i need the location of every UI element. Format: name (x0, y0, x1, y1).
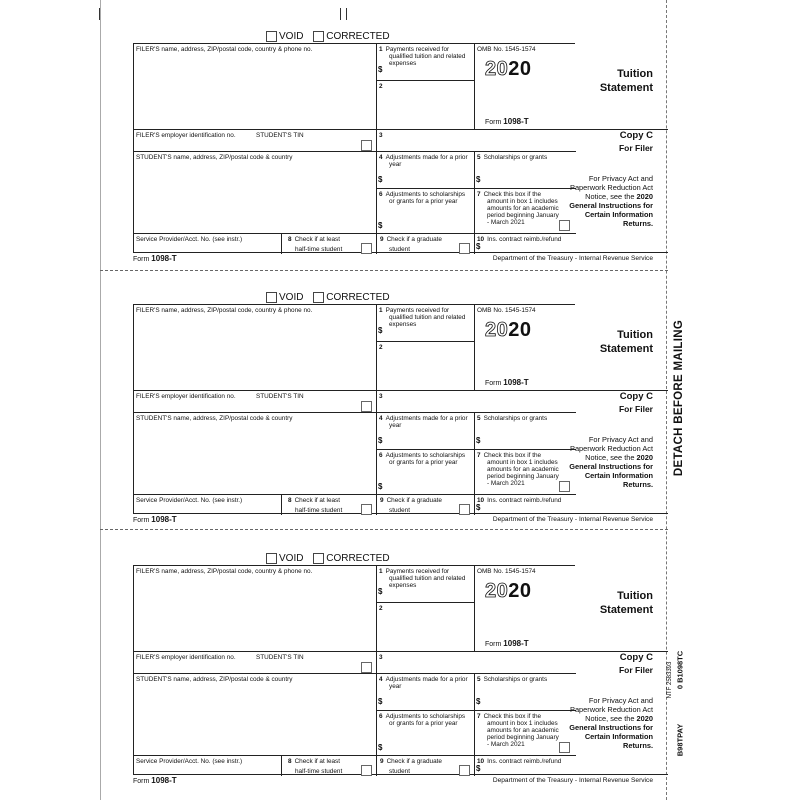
box6-number: 6 (379, 713, 383, 720)
student-tin-checkbox[interactable] (361, 140, 372, 151)
service-provider-label: Service Provider/Acct. No. (see instr.) (136, 758, 243, 765)
student-tin-checkbox[interactable] (361, 662, 372, 673)
student-name-label: STUDENT'S name, address, ZIP/postal code & country (136, 676, 293, 683)
box3-number: 3 (379, 654, 383, 661)
dollar-sign: $ (378, 326, 383, 335)
form-grid (133, 565, 575, 775)
crop-mark (99, 8, 100, 20)
box1-field[interactable] (377, 305, 475, 341)
student-tin-label: STUDENT'S TIN (256, 393, 304, 400)
box1-field[interactable] (377, 566, 475, 602)
filer-name-field[interactable] (134, 305, 377, 391)
box10-number: 10 (477, 497, 485, 504)
form-copy (0, 289, 668, 545)
box2-number: 2 (379, 344, 383, 351)
privacy-notice: For Privacy Act and Paperwork Reduction Act Notice, see the 2020 General Instructions for Certain Information Returns. (569, 435, 653, 489)
dollar-sign: $ (476, 242, 481, 251)
student-tin-label: STUDENT'S TIN (256, 132, 304, 139)
corrected-checkbox[interactable] (313, 553, 324, 564)
right-panel (569, 565, 668, 775)
box8-field[interactable] (282, 234, 377, 254)
void-label: VOID (279, 31, 304, 42)
form-title: Tuition Statement (599, 590, 653, 616)
dollar-sign: $ (476, 436, 481, 445)
box6-number: 6 (379, 191, 383, 198)
box6-label: Adjustments to scholarships or grants for a prior year (385, 452, 466, 466)
divider (575, 252, 668, 253)
box8-number: 8 (288, 497, 292, 504)
privacy-notice: For Privacy Act and Paperwork Reduction Act Notice, see the 2020 General Instructions for Certain Information Returns. (569, 174, 653, 228)
corrected-checkbox[interactable] (313, 292, 324, 303)
filer-name-label: FILER'S name, address, ZIP/postal code, country & phone no. (136, 568, 313, 575)
box1-number: 1 (379, 307, 383, 314)
box8-label-2: half-time student (295, 246, 343, 253)
dollar-sign: $ (378, 221, 383, 230)
box5-label: Scholarships or grants (483, 154, 548, 161)
form-number-small: Form 1098-T (485, 639, 529, 648)
filer-name-field[interactable] (134, 44, 377, 130)
department-label: Department of the Treasury - Internal Revenue Service (492, 777, 653, 784)
box10-label: Ins. contract reimb./refund (487, 758, 562, 765)
student-tin-field[interactable] (254, 130, 377, 152)
dollar-sign: $ (476, 697, 481, 706)
box4-label: Adjustments made for a prior year (385, 415, 468, 429)
box1-label: Payments received for qualified tuition and related expenses (385, 568, 466, 589)
department-label: Department of the Treasury - Internal Revenue Service (492, 516, 653, 523)
crop-mark (340, 8, 341, 20)
box7-label: Check this box if the amount in box 1 includes amounts for an academic period beginning January - March 2021 (483, 191, 559, 226)
filer-ein-field[interactable] (134, 391, 254, 413)
form-title: Tuition Statement (599, 329, 653, 355)
corrected-label: CORRECTED (326, 292, 390, 303)
perforation-line (100, 270, 668, 271)
box8-label: Check if at least (294, 758, 341, 765)
form-title: Tuition Statement (599, 68, 653, 94)
graduate-checkbox[interactable] (459, 765, 470, 776)
product-code: 0 B1098TC (675, 650, 685, 690)
student-name-field[interactable] (134, 152, 377, 234)
student-name-field[interactable] (134, 674, 377, 756)
box8-number: 8 (288, 236, 292, 243)
filer-name-field[interactable] (134, 566, 377, 652)
box1-label: Payments received for qualified tuition and related expenses (385, 307, 466, 328)
service-provider-field[interactable] (134, 756, 282, 776)
filer-ein-label: FILER'S employer identification no. (136, 393, 236, 400)
tax-year: 2020 (485, 58, 532, 80)
omb-year-block (475, 44, 576, 130)
dollar-sign: $ (476, 175, 481, 184)
filer-ein-field[interactable] (134, 130, 254, 152)
box3-number: 3 (379, 393, 383, 400)
box8-field[interactable] (282, 495, 377, 515)
filer-name-label: FILER'S name, address, ZIP/postal code, country & phone no. (136, 46, 313, 53)
box10-label: Ins. contract reimb./refund (487, 236, 562, 243)
graduate-checkbox[interactable] (459, 504, 470, 515)
box9-number: 9 (380, 758, 384, 765)
dollar-sign: $ (378, 482, 383, 491)
divider (575, 513, 668, 514)
box7-number: 7 (477, 713, 481, 720)
box8-label: Check if at least (294, 497, 341, 504)
box2-field[interactable] (377, 602, 475, 652)
box4-label: Adjustments made for a prior year (385, 676, 468, 690)
box5-number: 5 (477, 676, 481, 683)
service-provider-field[interactable] (134, 495, 282, 515)
box10-number: 10 (477, 236, 485, 243)
dollar-sign: $ (476, 503, 481, 512)
service-provider-label: Service Provider/Acct. No. (see instr.) (136, 236, 243, 243)
privacy-notice: For Privacy Act and Paperwork Reduction Act Notice, see the 2020 General Instructions for Certain Information Returns. (569, 696, 653, 750)
void-checkbox[interactable] (266, 553, 277, 564)
box9-field[interactable] (377, 495, 475, 515)
student-tin-checkbox[interactable] (361, 401, 372, 412)
box6-number: 6 (379, 452, 383, 459)
void-checkbox[interactable] (266, 31, 277, 42)
void-label: VOID (279, 553, 304, 564)
corrected-label: CORRECTED (326, 553, 390, 564)
box5-number: 5 (477, 415, 481, 422)
box4-number: 4 (379, 154, 383, 161)
corrected-label: CORRECTED (326, 31, 390, 42)
omb-year-block (475, 305, 576, 391)
box10-label: Ins. contract reimb./refund (487, 497, 562, 504)
box6-label: Adjustments to scholarships or grants for a prior year (385, 191, 466, 205)
box4-field[interactable] (377, 674, 475, 711)
copy-designation: Copy C For Filer (618, 652, 653, 675)
box9-label: Check if a graduate (386, 758, 442, 765)
student-tin-field[interactable] (254, 652, 377, 674)
box9-label: Check if a graduate (386, 236, 442, 243)
box10-field[interactable] (475, 495, 576, 515)
box4-label: Adjustments made for a prior year (385, 154, 468, 168)
graduate-checkbox[interactable] (459, 243, 470, 254)
box8-label-2: half-time student (295, 768, 343, 775)
box1-number: 1 (379, 568, 383, 575)
box8-label-2: half-time student (295, 507, 343, 514)
box7-label: Check this box if the amount in box 1 includes amounts for an academic period beginning January - March 2021 (483, 713, 559, 748)
box9-field[interactable] (377, 756, 475, 776)
box4-field[interactable] (377, 152, 475, 189)
box9-label-2: student (389, 507, 410, 514)
filer-ein-label: FILER'S employer identification no. (136, 132, 236, 139)
footer-form-label: Form 1098-T (133, 776, 177, 785)
box10-field[interactable] (475, 756, 576, 776)
crop-mark (346, 8, 347, 20)
detach-instruction: DETACH BEFORE MAILING (673, 319, 685, 477)
box3-field[interactable] (377, 652, 576, 674)
box9-number: 9 (380, 236, 384, 243)
filer-ein-field[interactable] (134, 652, 254, 674)
box8-number: 8 (288, 758, 292, 765)
divider (575, 774, 668, 775)
box2-number: 2 (379, 605, 383, 612)
tax-year: 2020 (485, 319, 532, 341)
box9-number: 9 (380, 497, 384, 504)
footer-form-label: Form 1098-T (133, 254, 177, 263)
footer-form-label: Form 1098-T (133, 515, 177, 524)
copy-designation: Copy C For Filer (618, 391, 653, 414)
box10-field[interactable] (475, 234, 576, 254)
box3-number: 3 (379, 132, 383, 139)
omb-number: OMB No. 1545-1574 (477, 46, 536, 53)
box9-label-2: student (389, 246, 410, 253)
omb-number: OMB No. 1545-1574 (477, 307, 536, 314)
dollar-sign: $ (378, 587, 383, 596)
box7-number: 7 (477, 452, 481, 459)
half-time-checkbox[interactable] (361, 765, 372, 776)
void-label: VOID (279, 292, 304, 303)
dollar-sign: $ (378, 697, 383, 706)
service-provider-label: Service Provider/Acct. No. (see instr.) (136, 497, 243, 504)
box7-label: Check this box if the amount in box 1 includes amounts for an academic period beginning January - March 2021 (483, 452, 559, 487)
ntf-code: NTF 2583393 (667, 661, 673, 699)
student-name-field[interactable] (134, 413, 377, 495)
box6-field[interactable] (377, 189, 475, 234)
box4-number: 4 (379, 676, 383, 683)
box5-label: Scholarships or grants (483, 415, 548, 422)
void-corrected-row (266, 31, 397, 43)
corrected-checkbox[interactable] (313, 31, 324, 42)
dollar-sign: $ (378, 436, 383, 445)
box9-label: Check if a graduate (386, 497, 442, 504)
dollar-sign: $ (378, 175, 383, 184)
filer-name-label: FILER'S name, address, ZIP/postal code, country & phone no. (136, 307, 313, 314)
box4-number: 4 (379, 415, 383, 422)
box9-field[interactable] (377, 234, 475, 254)
right-panel (569, 43, 668, 253)
void-corrected-row (266, 553, 397, 565)
box9-label-2: student (389, 768, 410, 775)
box6-field[interactable] (377, 711, 475, 756)
box1-label: Payments received for qualified tuition and related expenses (385, 46, 466, 67)
student-name-label: STUDENT'S name, address, ZIP/postal code & country (136, 154, 293, 161)
void-corrected-row (266, 292, 397, 304)
box8-field[interactable] (282, 756, 377, 776)
dollar-sign: $ (378, 65, 383, 74)
box5-label: Scholarships or grants (483, 676, 548, 683)
box5-number: 5 (477, 154, 481, 161)
box7-number: 7 (477, 191, 481, 198)
box8-label: Check if at least (294, 236, 341, 243)
box10-number: 10 (477, 758, 485, 765)
box6-field[interactable] (377, 450, 475, 495)
dollar-sign: $ (378, 743, 383, 752)
box3-field[interactable] (377, 130, 576, 152)
form-copy (0, 28, 668, 284)
box2-number: 2 (379, 83, 383, 90)
box2-field[interactable] (377, 80, 475, 130)
dollar-sign: $ (476, 764, 481, 773)
box6-label: Adjustments to scholarships or grants for a prior year (385, 713, 466, 727)
form-grid (133, 304, 575, 514)
box4-field[interactable] (377, 413, 475, 450)
box1-field[interactable] (377, 44, 475, 80)
form-grid (133, 43, 575, 253)
half-time-checkbox[interactable] (361, 504, 372, 515)
box1-number: 1 (379, 46, 383, 53)
omb-number: OMB No. 1545-1574 (477, 568, 536, 575)
form-number-small: Form 1098-T (485, 117, 529, 126)
half-time-checkbox[interactable] (361, 243, 372, 254)
perforation-line (100, 529, 668, 530)
box2-field[interactable] (377, 341, 475, 391)
void-checkbox[interactable] (266, 292, 277, 303)
right-panel (569, 304, 668, 514)
form-sku: B98TPAY (675, 723, 685, 757)
box3-field[interactable] (377, 391, 576, 413)
form-copy (0, 550, 668, 800)
student-tin-field[interactable] (254, 391, 377, 413)
copy-designation: Copy C For Filer (618, 130, 653, 153)
tax-year: 2020 (485, 580, 532, 602)
department-label: Department of the Treasury - Internal Revenue Service (492, 255, 653, 262)
filer-ein-label: FILER'S employer identification no. (136, 654, 236, 661)
omb-year-block (475, 566, 576, 652)
student-name-label: STUDENT'S name, address, ZIP/postal code & country (136, 415, 293, 422)
student-tin-label: STUDENT'S TIN (256, 654, 304, 661)
service-provider-field[interactable] (134, 234, 282, 254)
form-number-small: Form 1098-T (485, 378, 529, 387)
